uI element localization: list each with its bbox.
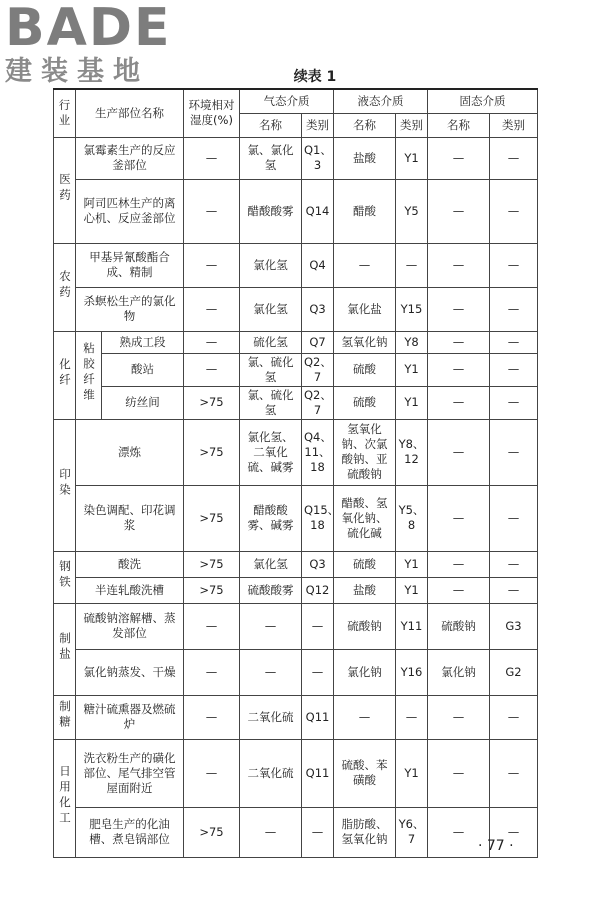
header-solid-name: 名称 [428, 113, 490, 137]
liquid-name-cell: — [334, 695, 396, 739]
liquid-category-cell: Y1 [396, 551, 428, 577]
solid-category-cell: — [490, 353, 538, 386]
humidity-cell: >75 [184, 485, 240, 551]
liquid-name-cell: 脂肪酸、氢氧化钠 [334, 807, 396, 857]
logo-cjk-text: 建装基地 [5, 56, 149, 87]
table-row [54, 649, 538, 695]
gas-name-cell: 二氧化硫 [240, 739, 302, 807]
solid-name-cell: — [428, 179, 490, 243]
table-row [54, 386, 538, 419]
solid-category-cell: — [490, 695, 538, 739]
header-liquid: 液态介质 [334, 89, 428, 113]
humidity-cell: >75 [184, 807, 240, 857]
table-row [54, 739, 538, 807]
header-humidity: 环境相对湿度(%) [184, 89, 240, 137]
liquid-name-cell: 氯化钠 [334, 649, 396, 695]
gas-name-cell: — [240, 603, 302, 649]
solid-name-cell: — [428, 386, 490, 419]
solid-category-cell: — [490, 137, 538, 179]
location-cell: 漂炼 [76, 419, 184, 485]
solid-category-cell: — [490, 243, 538, 287]
solid-category-cell: — [490, 739, 538, 807]
table-row [54, 287, 538, 331]
solid-name-cell: — [428, 577, 490, 603]
humidity-cell: >75 [184, 577, 240, 603]
solid-category-cell: — [490, 485, 538, 551]
gas-category-cell: — [302, 649, 334, 695]
solid-name-cell: — [428, 243, 490, 287]
page-number: · 77 · [478, 838, 514, 854]
liquid-name-cell: 盐酸 [334, 137, 396, 179]
table-row [54, 331, 538, 353]
group-viscose: 粘胶纤维 [76, 331, 102, 419]
table-row [54, 137, 538, 179]
header-liquid-name: 名称 [334, 113, 396, 137]
table-row [54, 603, 538, 649]
gas-category-cell: Q14 [302, 179, 334, 243]
liquid-category-cell: — [396, 243, 428, 287]
liquid-category-cell: — [396, 695, 428, 739]
liquid-category-cell: Y5 [396, 179, 428, 243]
header-industry: 行业 [54, 89, 76, 137]
humidity-cell: >75 [184, 419, 240, 485]
header-solid-category: 类别 [490, 113, 538, 137]
header-solid: 固态介质 [428, 89, 538, 113]
solid-category-cell: — [490, 577, 538, 603]
bade-logo [5, 2, 180, 90]
solid-name-cell: — [428, 551, 490, 577]
gas-category-cell: Q12 [302, 577, 334, 603]
gas-category-cell: Q4 [302, 243, 334, 287]
solid-category-cell: — [490, 419, 538, 485]
liquid-name-cell: 醋酸 [334, 179, 396, 243]
humidity-cell: — [184, 695, 240, 739]
gas-name-cell: — [240, 649, 302, 695]
liquid-category-cell: Y1 [396, 137, 428, 179]
humidity-cell: — [184, 137, 240, 179]
group-pesticide: 农药 [54, 243, 76, 331]
group-daily-chemical: 日用化工 [54, 739, 76, 857]
table-row [54, 807, 538, 857]
solid-category-cell: — [490, 331, 538, 353]
liquid-category-cell: Y1 [396, 577, 428, 603]
solid-name-cell: 氯化钠 [428, 649, 490, 695]
gas-category-cell: Q1、3 [302, 137, 334, 179]
location-cell: 染色调配、印花调浆 [76, 485, 184, 551]
gas-category-cell: Q2、7 [302, 386, 334, 419]
humidity-cell: >75 [184, 386, 240, 419]
location-cell: 氯霉素生产的反应釜部位 [76, 137, 184, 179]
solid-name-cell: — [428, 419, 490, 485]
gas-category-cell: Q3 [302, 551, 334, 577]
gas-name-cell: 二氧化硫 [240, 695, 302, 739]
liquid-category-cell: Y16 [396, 649, 428, 695]
location-cell: 甲基异氰酸酯合成、精制 [76, 243, 184, 287]
gas-name-cell: 氯、硫化氢 [240, 353, 302, 386]
solid-name-cell: — [428, 739, 490, 807]
solid-category-cell: — [490, 386, 538, 419]
liquid-name-cell: 硫酸、苯磺酸 [334, 739, 396, 807]
gas-category-cell: — [302, 807, 334, 857]
solid-name-cell: — [428, 287, 490, 331]
humidity-cell: — [184, 179, 240, 243]
group-salt: 制盐 [54, 603, 76, 695]
liquid-category-cell: Y1 [396, 386, 428, 419]
humidity-cell: — [184, 603, 240, 649]
solid-category-cell: G3 [490, 603, 538, 649]
solid-category-cell: — [490, 807, 538, 857]
group-fiber: 化纤 [54, 331, 76, 419]
table-row [54, 179, 538, 243]
location-cell: 洗衣粉生产的磺化部位、尾气排空管屋面附近 [76, 739, 184, 807]
gas-name-cell: — [240, 807, 302, 857]
gas-name-cell: 醋酸酸雾、碱雾 [240, 485, 302, 551]
group-sugar: 制糖 [54, 695, 76, 739]
gas-category-cell: Q11 [302, 739, 334, 807]
table-row [54, 485, 538, 551]
humidity-cell: — [184, 287, 240, 331]
location-cell: 糖汁硫熏器及燃硫炉 [76, 695, 184, 739]
liquid-category-cell: Y5、8 [396, 485, 428, 551]
humidity-cell: >75 [184, 551, 240, 577]
header-gas-category: 类别 [302, 113, 334, 137]
table-row [54, 695, 538, 739]
header-location: 生产部位名称 [76, 89, 184, 137]
location-cell: 酸洗 [76, 551, 184, 577]
location-cell: 肥皂生产的化油槽、煮皂锅部位 [76, 807, 184, 857]
liquid-category-cell: Y8 [396, 331, 428, 353]
gas-name-cell: 氯化氢 [240, 551, 302, 577]
liquid-name-cell: 氯化盐 [334, 287, 396, 331]
humidity-cell: — [184, 353, 240, 386]
liquid-name-cell: 醋酸、氢氧化钠、硫化碱 [334, 485, 396, 551]
table-row [54, 551, 538, 577]
corrosion-medium-table [53, 88, 538, 858]
gas-category-cell: Q2、7 [302, 353, 334, 386]
solid-category-cell: — [490, 551, 538, 577]
group-steel: 钢铁 [54, 551, 76, 603]
gas-category-cell: Q3 [302, 287, 334, 331]
header-gas: 气态介质 [240, 89, 334, 113]
gas-name-cell: 醋酸酸雾 [240, 179, 302, 243]
liquid-name-cell: 硫酸钠 [334, 603, 396, 649]
solid-name-cell: — [428, 331, 490, 353]
liquid-category-cell: Y6、7 [396, 807, 428, 857]
gas-name-cell: 氯、氯化氢 [240, 137, 302, 179]
location-cell: 阿司匹林生产的离心机、反应釜部位 [76, 179, 184, 243]
gas-name-cell: 氯化氢、二氧化硫、碱雾 [240, 419, 302, 485]
logo-latin-text: BADE [5, 0, 172, 58]
liquid-category-cell: Y15 [396, 287, 428, 331]
liquid-name-cell: 盐酸 [334, 577, 396, 603]
humidity-cell: — [184, 649, 240, 695]
group-medicine: 医药 [54, 137, 76, 243]
table-row [54, 243, 538, 287]
group-dyeing: 印染 [54, 419, 76, 551]
gas-category-cell: — [302, 603, 334, 649]
location-cell: 杀螟松生产的氯化物 [76, 287, 184, 331]
liquid-name-cell: — [334, 243, 396, 287]
gas-name-cell: 氯化氢 [240, 243, 302, 287]
solid-name-cell: — [428, 807, 490, 857]
liquid-name-cell: 硫酸 [334, 353, 396, 386]
header-liquid-category: 类别 [396, 113, 428, 137]
solid-name-cell: 硫酸钠 [428, 603, 490, 649]
location-cell: 硫酸钠溶解槽、蒸发部位 [76, 603, 184, 649]
solid-category-cell: — [490, 287, 538, 331]
gas-name-cell: 氯化氢 [240, 287, 302, 331]
humidity-cell: — [184, 243, 240, 287]
location-cell: 熟成工段 [102, 331, 184, 353]
liquid-name-cell: 硫酸 [334, 386, 396, 419]
table-title: 续表 1 [293, 69, 337, 85]
liquid-category-cell: Y1 [396, 353, 428, 386]
location-cell: 纺丝间 [102, 386, 184, 419]
gas-category-cell: Q4、11、18 [302, 419, 334, 485]
liquid-name-cell: 氢氧化钠、次氯酸钠、亚硫酸钠 [334, 419, 396, 485]
location-cell: 氯化钠蒸发、干燥 [76, 649, 184, 695]
location-cell: 半连轧酸洗槽 [76, 577, 184, 603]
solid-name-cell: — [428, 353, 490, 386]
table-row [54, 419, 538, 485]
table-row [54, 577, 538, 603]
humidity-cell: — [184, 331, 240, 353]
liquid-name-cell: 硫酸 [334, 551, 396, 577]
header-gas-name: 名称 [240, 113, 302, 137]
solid-name-cell: — [428, 485, 490, 551]
solid-category-cell: G2 [490, 649, 538, 695]
solid-name-cell: — [428, 695, 490, 739]
liquid-category-cell: Y11 [396, 603, 428, 649]
gas-category-cell: Q15、18 [302, 485, 334, 551]
gas-name-cell: 氯、硫化氢 [240, 386, 302, 419]
location-cell: 酸站 [102, 353, 184, 386]
gas-name-cell: 硫酸酸雾 [240, 577, 302, 603]
table-row [54, 353, 538, 386]
liquid-name-cell: 氢氧化钠 [334, 331, 396, 353]
gas-category-cell: Q7 [302, 331, 334, 353]
gas-category-cell: Q11 [302, 695, 334, 739]
humidity-cell: — [184, 739, 240, 807]
liquid-category-cell: Y8、12 [396, 419, 428, 485]
gas-name-cell: 硫化氢 [240, 331, 302, 353]
solid-category-cell: — [490, 179, 538, 243]
solid-name-cell: — [428, 137, 490, 179]
liquid-category-cell: Y1 [396, 739, 428, 807]
